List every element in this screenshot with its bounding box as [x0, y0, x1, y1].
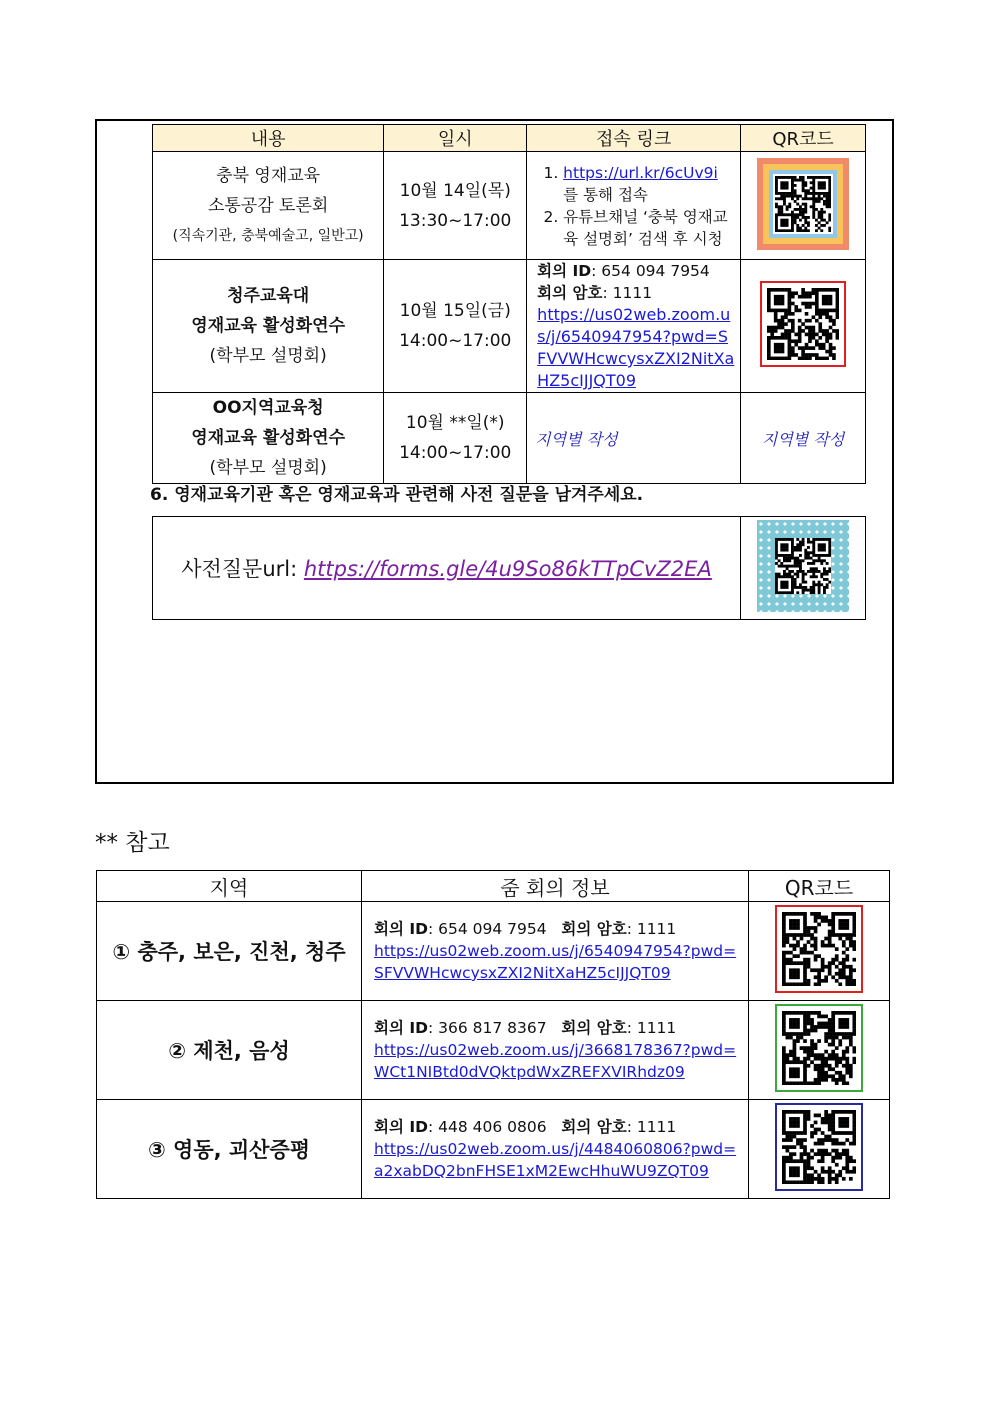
ref-id-label-2: 회의 ID — [374, 1019, 428, 1037]
qr-code-icon — [782, 1011, 856, 1085]
ref-header-qr: QR코드 — [749, 871, 890, 902]
zoom-link-2[interactable]: https://us02web.zoom.us/j/6540947954?pwd=SFVVWHcwcysxZXI2NitXaHZ5cIJJQT09 — [537, 305, 735, 390]
ref-qr-cell-2 — [749, 1001, 890, 1100]
reference-row-2 — [97, 1001, 890, 1100]
reference-table — [96, 870, 890, 1199]
ref-id-2: : 366 817 8367 — [427, 1019, 547, 1037]
date-1: 10월 14일(목) — [399, 180, 511, 201]
region-2: ② 제천, 음성 — [97, 1001, 362, 1100]
qr-cell-1 — [741, 152, 866, 260]
event-title-2b: 영재교육 활성화연수 — [191, 316, 345, 336]
question-url-label: 사전질문url: — [181, 557, 304, 581]
ref-pw-2: : 1111 — [626, 1019, 677, 1037]
ref-qr-cell-1 — [749, 902, 890, 1001]
date-2: 10월 15일(금) — [399, 301, 511, 321]
region-1: ① 충주, 보은, 진천, 청주 — [97, 902, 362, 1001]
qr-frame-1 — [757, 158, 849, 250]
ref-zoom-link-1[interactable]: https://us02web.zoom.us/j/6540947954?pwd=SFVVWHcwcysxZXI2NitXaHZ5cIJJQT09 — [374, 942, 737, 982]
ref-zoom-link-2[interactable]: https://us02web.zoom.us/j/3668178367?pwd=WCt1NIBtd0dVQktpdWxZREFXVIRhdz09 — [374, 1041, 737, 1081]
qr-note-3: 지역별 작성 — [741, 393, 866, 484]
link-item-1-text: 를 통해 접속 — [563, 185, 648, 204]
ref-header-info: 줌 회의 정보 — [362, 871, 749, 902]
ref-pw-label-1: 회의 암호 — [561, 920, 627, 938]
ref-pw-label-3: 회의 암호 — [561, 1118, 627, 1136]
header-link: 접속 링크 — [527, 125, 741, 152]
schedule-row-3 — [153, 393, 866, 484]
event-cell-3 — [153, 393, 384, 484]
question-table — [152, 516, 866, 620]
zoom-info-3 — [362, 1100, 749, 1199]
datetime-cell-3 — [384, 393, 527, 484]
zoom-info-2 — [362, 1001, 749, 1100]
event-title-1a: 충북 영재교육 — [216, 165, 321, 186]
time-2: 14:00~17:00 — [399, 331, 512, 351]
question-qr-cell — [741, 517, 866, 620]
qr-cell-2 — [741, 260, 866, 393]
region-3: ③ 영동, 괴산증평 — [97, 1100, 362, 1199]
reference-row-1 — [97, 902, 890, 1001]
schedule-header-row — [153, 125, 866, 152]
event-sub-1: (직속기관, 충북예술고, 일반고) — [172, 227, 364, 244]
time-3: 14:00~17:00 — [399, 443, 512, 463]
ref-qr-frame-1 — [775, 905, 863, 993]
question-form-link[interactable]: https://forms.gle/4u9So86kTTpCvZ2EA — [303, 557, 712, 581]
header-datetime: 일시 — [384, 125, 527, 152]
ref-pw-3: : 1111 — [626, 1118, 677, 1136]
event-title-2a: 청주교육대 — [227, 286, 310, 306]
event-cell-2 — [153, 260, 384, 393]
qr-code-icon — [767, 288, 839, 360]
event-cell-1 — [153, 152, 384, 260]
url-kr-link[interactable]: https://url.kr/6cUv9i — [563, 163, 718, 182]
reference-row-3 — [97, 1100, 890, 1199]
meeting-id-label-2: 회의 ID — [537, 262, 592, 280]
question-url-cell — [153, 517, 741, 620]
event-title-3a: OO지역교육청 — [212, 398, 324, 418]
datetime-cell-1 — [384, 152, 527, 260]
ref-id-3: : 448 406 0806 — [427, 1118, 547, 1136]
schedule-table — [152, 124, 866, 484]
datetime-cell-2 — [384, 260, 527, 393]
ref-header-region: 지역 — [97, 871, 362, 902]
link-cell-1 — [527, 152, 741, 260]
time-1: 13:30~17:00 — [399, 210, 512, 231]
reference-header-row — [97, 871, 890, 902]
section6-heading: 6. 영재교육기관 혹은 영재교육과 관련해 사전 질문을 남겨주세요. — [150, 485, 644, 505]
meeting-pw-2 — [537, 282, 736, 304]
ref-id-label-3: 회의 ID — [374, 1118, 428, 1136]
zoom-info-1 — [362, 902, 749, 1001]
date-3: 10월 **일(*) — [405, 413, 505, 433]
event-title-1b: 소통공감 토론회 — [207, 195, 329, 216]
meeting-pw-label-2: 회의 암호 — [537, 284, 603, 302]
schedule-row-1 — [153, 152, 866, 260]
qr-code-icon — [775, 176, 831, 232]
ref-id-1: : 654 094 7954 — [427, 920, 547, 938]
meeting-id-2: : 654 094 7954 — [591, 262, 710, 280]
header-qr: QR코드 — [741, 125, 866, 152]
event-sub-2: (학부모 설명회) — [209, 346, 327, 366]
qr-frame-2 — [760, 281, 846, 367]
meeting-pw-value-2: : 1111 — [602, 284, 653, 302]
ref-qr-frame-2 — [775, 1004, 863, 1092]
ref-qr-frame-3 — [775, 1103, 863, 1191]
qr-code-icon — [782, 912, 856, 986]
schedule-row-2 — [153, 260, 866, 393]
qr-code-icon — [782, 1110, 856, 1184]
ref-pw-label-2: 회의 암호 — [561, 1019, 627, 1037]
link-item-1 — [563, 162, 736, 206]
ref-id-label-1: 회의 ID — [374, 920, 428, 938]
meeting-info-2 — [537, 260, 736, 282]
event-sub-3: (학부모 설명회) — [209, 458, 327, 478]
link-cell-2 — [527, 260, 741, 393]
qr-frame-section6 — [757, 520, 849, 612]
ref-zoom-link-3[interactable]: https://us02web.zoom.us/j/4484060806?pwd=a2xabDQ2bnFHSE1xM2EwcHhuWU9ZQT09 — [374, 1140, 737, 1180]
link-note-3: 지역별 작성 — [527, 393, 741, 484]
reference-title: ** 참고 — [95, 830, 170, 856]
ref-pw-1: : 1111 — [626, 920, 677, 938]
event-title-3b: 영재교육 활성화연수 — [191, 428, 345, 448]
link-item-2: 2. 유튜브채널 ‘충북 영재교육 설명회’ 검색 후 시청 — [563, 206, 736, 250]
ref-qr-cell-3 — [749, 1100, 890, 1199]
qr-code-icon — [775, 538, 831, 594]
header-content: 내용 — [153, 125, 384, 152]
